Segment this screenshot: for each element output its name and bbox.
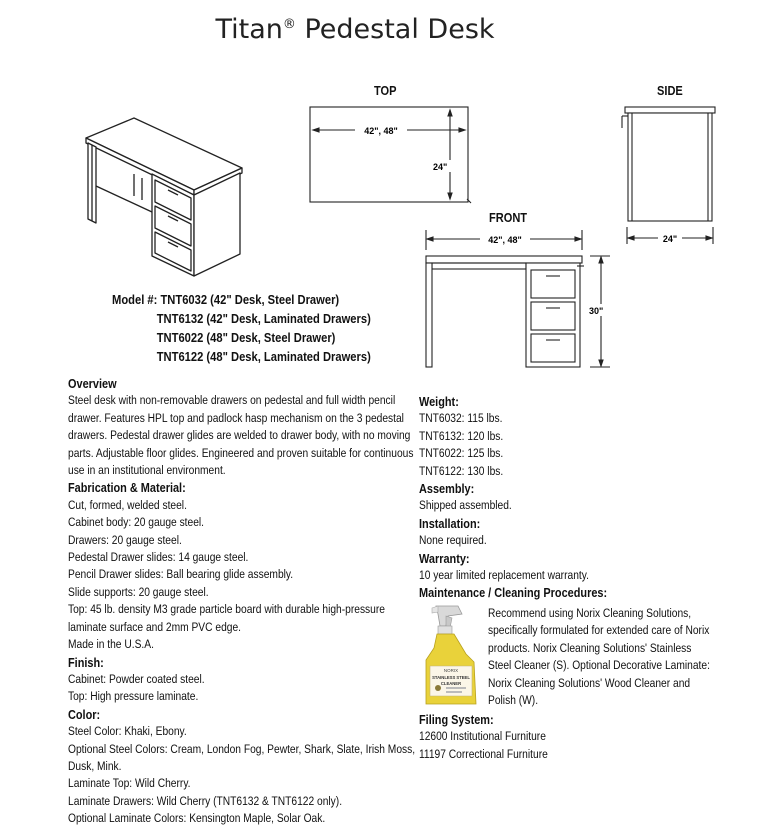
- fabrication-text: Drawers: 20 gauge steel.: [68, 532, 182, 547]
- weight-text: TNT6022: 125 lbs.: [419, 446, 504, 461]
- cleaner-bottle-image: [418, 604, 484, 708]
- color-text: Laminate Top: Wild Cherry.: [68, 776, 191, 791]
- weight-text: TNT6122: 130 lbs.: [419, 463, 504, 478]
- model-list: [112, 290, 371, 366]
- fabrication-heading: Fabrication & Material:: [68, 480, 186, 496]
- warranty-text: 10 year limited replacement warranty.: [419, 568, 589, 583]
- filing-text: 11197 Correctional Furniture: [419, 746, 548, 761]
- filing-system-block: [419, 711, 548, 763]
- model-item: TNT6022 (48" Desk, Steel Drawer): [156, 330, 336, 345]
- maintenance-text: Polish (W).: [488, 693, 539, 708]
- maintenance-text: products. Norix Cleaning Solutions' Stainless: [488, 640, 692, 655]
- overview-heading: Overview: [68, 376, 117, 391]
- filing-heading: Filing System:: [419, 712, 494, 727]
- top-view-label: TOP: [374, 83, 397, 98]
- top-view-drawing: [305, 104, 475, 206]
- model-label: Model #:: [112, 292, 158, 307]
- bottle-label-line1: STAINLESS STEEL: [432, 675, 470, 680]
- side-view-label: SIDE: [657, 83, 683, 98]
- color-text: Optional Laminate Colors: Kensington Maple, Solar Oak.: [68, 811, 326, 826]
- finish-text: Top: High pressure laminate.: [68, 689, 199, 704]
- warranty-heading: Warranty:: [419, 550, 470, 566]
- front-view-label: FRONT: [489, 210, 528, 225]
- finish-heading: Finish:: [68, 654, 104, 670]
- fabrication-text: laminate surface and 2mm PVC edge.: [68, 619, 242, 634]
- maintenance-text: Recommend using Norix Cleaning Solutions,: [488, 606, 692, 620]
- color-text: Optional Steel Colors: Cream, London Fog, Pewter, Shark, Slate, Irish Moss,: [68, 741, 416, 756]
- overview-text: Steel desk with non-removable drawers on pedestal and full width pencil: [68, 393, 396, 408]
- fabrication-text: Cabinet body: 20 gauge steel.: [68, 515, 205, 530]
- color-text: Laminate Drawers: Wild Cherry (TNT6132 & TNT6122 only).: [68, 793, 343, 808]
- fabrication-text: Slide supports: 20 gauge steel.: [68, 584, 209, 599]
- overview-text: drawer. Features HPL top and padlock hasp mechanism on the 3 pedestal: [68, 410, 404, 425]
- side-depth-dimension: 24": [662, 234, 678, 244]
- fabrication-text: Top: 45 lb. density M3 grade particle board with durable high-pressure: [68, 602, 385, 617]
- filing-text: 12600 Institutional Furniture: [419, 729, 546, 744]
- maintenance-heading: Maintenance / Cleaning Procedures:: [419, 585, 608, 601]
- fabrication-text: Cut, formed, welded steel.: [68, 497, 187, 512]
- color-heading: Color:: [68, 706, 101, 722]
- top-width-dimension: 42", 48": [364, 126, 398, 136]
- maintenance-text: Norix Cleaning Solutions' Wood Cleaner and: [488, 675, 691, 690]
- fabrication-text: Pedestal Drawer slides: 14 gauge steel.: [68, 550, 249, 565]
- model-item: TNT6032 (42" Desk, Steel Drawer): [160, 292, 340, 307]
- installation-text: None required.: [419, 533, 487, 548]
- overview-text: parts. Adjustable floor glides. Engineered and proven suitable for continuous: [68, 445, 414, 460]
- color-text: Steel Color: Khaki, Ebony.: [68, 724, 187, 739]
- fabrication-text: Made in the U.S.A.: [68, 637, 154, 652]
- assembly-text: Shipped assembled.: [419, 498, 512, 513]
- installation-heading: Installation:: [419, 515, 481, 531]
- weight-heading: Weight:: [419, 394, 459, 409]
- model-item: TNT6132 (42" Desk, Laminated Drawers): [156, 311, 371, 326]
- top-depth-dimension: 24": [433, 162, 448, 172]
- weight-text: TNT6132: 120 lbs.: [419, 428, 504, 443]
- left-spec-column: [68, 375, 415, 828]
- front-view-drawing: [418, 224, 618, 374]
- right-spec-column: [419, 393, 607, 602]
- weight-text: TNT6032: 115 lbs.: [419, 411, 503, 426]
- finish-text: Cabinet: Powder coated steel.: [68, 671, 205, 686]
- bottle-brand: NORIX: [443, 668, 459, 673]
- front-height-dimension: 30": [589, 306, 604, 316]
- maintenance-text: Steel Cleaner (S). Optional Decorative Laminate:: [488, 658, 710, 673]
- maintenance-text: specifically formulated for extended care of Norix: [488, 623, 710, 638]
- model-item: TNT6122 (48" Desk, Laminated Drawers): [156, 349, 371, 364]
- assembly-heading: Assembly:: [419, 481, 475, 497]
- overview-text: drawers. Pedestal drawer glides are welded to drawer body, with no moving: [68, 428, 411, 443]
- fabrication-text: Pencil Drawer slides: Ball bearing glide assembly.: [68, 567, 294, 582]
- front-width-dimension: 42", 48": [488, 235, 522, 245]
- maintenance-text-block: [488, 605, 710, 709]
- bottle-label-line2: CLEANER: [440, 681, 462, 686]
- page-title: Titan® Pedestal Desk: [215, 14, 495, 45]
- side-view-drawing: [620, 104, 720, 249]
- color-text: Dusk, Mink.: [68, 758, 122, 773]
- overview-text: use in an institutional environment.: [68, 463, 226, 478]
- desk-isometric-illustration: [82, 108, 252, 280]
